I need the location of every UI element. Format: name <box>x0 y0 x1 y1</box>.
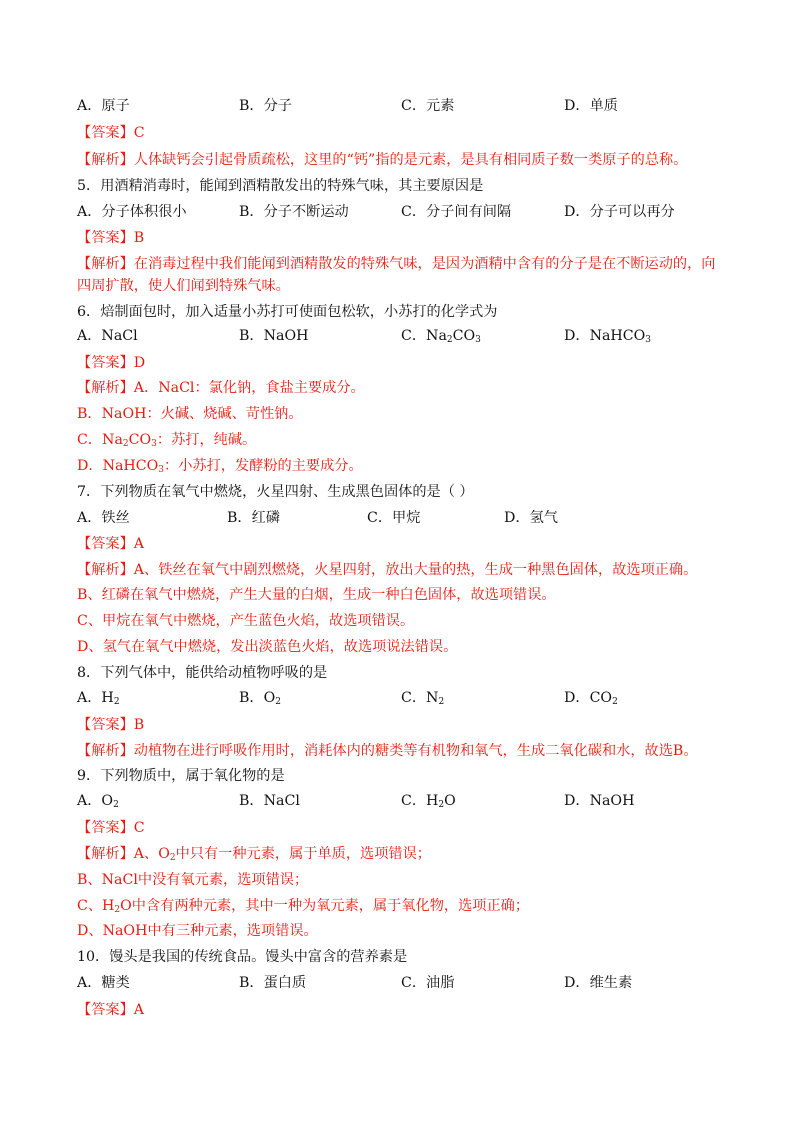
q5-option-b: B．分子不断运动 <box>239 204 349 220</box>
answer-value: A <box>133 536 145 552</box>
q6-analysis-b: B．NaOH：火碱、烧碱、苛性钠。 <box>77 406 303 422</box>
q5-stem: 5．用酒精消毒时，能闻到酒精散发出的特殊气味，其主要原因是 <box>77 178 484 194</box>
q7-option-d: D．氢气 <box>504 510 558 526</box>
q7-analysis-d: D、氢气在氧气中燃烧，发出淡蓝色火焰，故选项说法错误。 <box>77 639 458 655</box>
q7-option-c: C．甲烷 <box>367 510 421 526</box>
q10-stem: 10．馒头是我国的传统食品。馒头中富含的营养素是 <box>77 949 408 965</box>
q6-analysis-d: D．NaHCO$_3$：小苏打，发酵粉的主要成分。 <box>77 458 363 475</box>
answer-value: C <box>133 820 145 836</box>
analysis-label: 【解析】 <box>77 152 134 168</box>
q8-option-c: C．$N_2$ <box>401 690 445 707</box>
q9-analysis-d: D、NaOH中有三种元素，选项错误。 <box>77 923 318 939</box>
q9-option-a: A．$O_2$ <box>77 793 119 810</box>
q8-option-d: D．$CO_2$ <box>564 690 618 707</box>
analysis-label: 【解析】 <box>77 256 134 272</box>
q7-analysis-a <box>77 557 697 583</box>
answer-value: C <box>133 125 145 141</box>
q9-analysis-a: 【解析】A、$O_2$中只有一种元素，属于单质，选项错误； <box>77 846 431 863</box>
answer-value: A <box>133 1002 145 1018</box>
q9-option-d: D．NaOH <box>564 793 635 809</box>
q9-stem: 9．下列物质中，属于氧化物的是 <box>77 768 285 784</box>
q5-answer <box>77 225 144 251</box>
q7-stem: 7．下列物质在氧气中燃烧，火星四射、生成黑色固体的是（ ） <box>77 484 474 500</box>
q6-answer <box>77 350 145 376</box>
q10-option-d: D．维生素 <box>564 975 633 991</box>
analysis-text: 人体缺钙会引起骨质疏松，这里的“钙”指的是元素，是具有相同质子数一类原子的总称。 <box>133 152 688 168</box>
analysis-label: 【解析】 <box>77 846 134 862</box>
q7-analysis-b: B、红磷在氧气中燃烧，产生大量的白烟，生成一种白色固体，故选项错误。 <box>77 587 556 603</box>
q5-option-c: C．分子间有间隔 <box>401 204 512 220</box>
q4-option-b: B．分子 <box>239 98 292 114</box>
answer-label: 【答案】 <box>77 717 134 733</box>
analysis-text: A、铁丝在氧气中剧烈燃烧，火星四射，放出大量的热，生成一种黑色固体，故选项正确。 <box>133 562 698 578</box>
q5-option-a: A．分子体积很小 <box>77 204 187 220</box>
q10-option-a: A．糖类 <box>77 975 130 991</box>
analysis-label: 【解析】 <box>77 743 134 759</box>
q9-analysis-c: C、$H_2O$中含有两种元素，其中一种为氧元素，属于氧化物，选项正确； <box>77 898 530 915</box>
answer-label: 【答案】 <box>77 1002 134 1018</box>
analysis-text: A．NaCl：氯化钠，食盐主要成分。 <box>133 380 365 396</box>
answer-label: 【答案】 <box>77 125 134 141</box>
q8-answer <box>77 712 144 738</box>
analysis-text: 动植物在进行呼吸作用时，消耗体内的糖类等有机物和氧气，生成二氧化碳和水，故选B。 <box>133 743 698 759</box>
answer-value: B <box>133 717 145 733</box>
q4-option-c: C．元素 <box>401 98 455 114</box>
q7-answer <box>77 531 144 557</box>
q6-stem: 6．焙制面包时，加入适量小苏打可使面包松软，小苏打的化学式为 <box>77 304 498 320</box>
q6-option-d: D．NaHCO$_3$ <box>564 328 652 345</box>
analysis-text: 在消毒过程中我们能闻到酒精散发的特殊气味，是因为酒精中含有的分子是在不断运动的，向 <box>133 256 716 272</box>
q6-option-c: C．$Na_2CO_3$ <box>401 328 481 345</box>
q10-option-b: B．蛋白质 <box>239 975 307 991</box>
q8-option-a: A．$H_2$ <box>77 690 120 707</box>
answer-label: 【答案】 <box>77 536 134 552</box>
answer-value: D <box>133 355 146 371</box>
answer-label: 【答案】 <box>77 355 134 371</box>
analysis-label: 【解析】 <box>77 380 134 396</box>
q6-option-b: B．NaOH <box>239 328 309 344</box>
q7-option-a: A．铁丝 <box>77 510 130 526</box>
q4-option-d: D．单质 <box>564 98 618 114</box>
q9-option-b: B．NaCl <box>239 793 300 809</box>
q6-option-a: A．NaCl <box>77 328 138 344</box>
q6-analysis-a <box>77 375 365 401</box>
answer-label: 【答案】 <box>77 230 134 246</box>
q5-analysis-line2: 四周扩散，使人们闻到特殊气味。 <box>77 278 290 294</box>
answer-label: 【答案】 <box>77 820 134 836</box>
q4-answer <box>77 120 145 146</box>
q7-analysis-c: C、甲烷在氧气中燃烧，产生蓝色火焰，故选项错误。 <box>77 613 415 629</box>
q4-analysis <box>77 147 687 173</box>
q9-option-c: C．$H_2O$ <box>401 793 456 810</box>
q4-option-a: A．原子 <box>77 98 130 114</box>
q7-option-b: B．红磷 <box>227 510 280 526</box>
answer-value: B <box>133 230 145 246</box>
q9-answer <box>77 815 145 841</box>
q9-analysis-b: B、NaCl中没有氧元素，选项错误； <box>77 872 309 888</box>
q8-stem: 8．下列气体中，能供给动植物呼吸的是 <box>77 665 328 681</box>
q6-analysis-c: C．$Na_2CO_3$：苏打，纯碱。 <box>77 432 257 449</box>
q8-option-b: B．$O_2$ <box>239 690 281 707</box>
analysis-label: 【解析】 <box>77 562 134 578</box>
q10-option-c: C．油脂 <box>401 975 455 991</box>
q8-analysis <box>77 738 698 764</box>
q5-option-d: D．分子可以再分 <box>564 204 675 220</box>
q10-answer <box>77 997 144 1023</box>
